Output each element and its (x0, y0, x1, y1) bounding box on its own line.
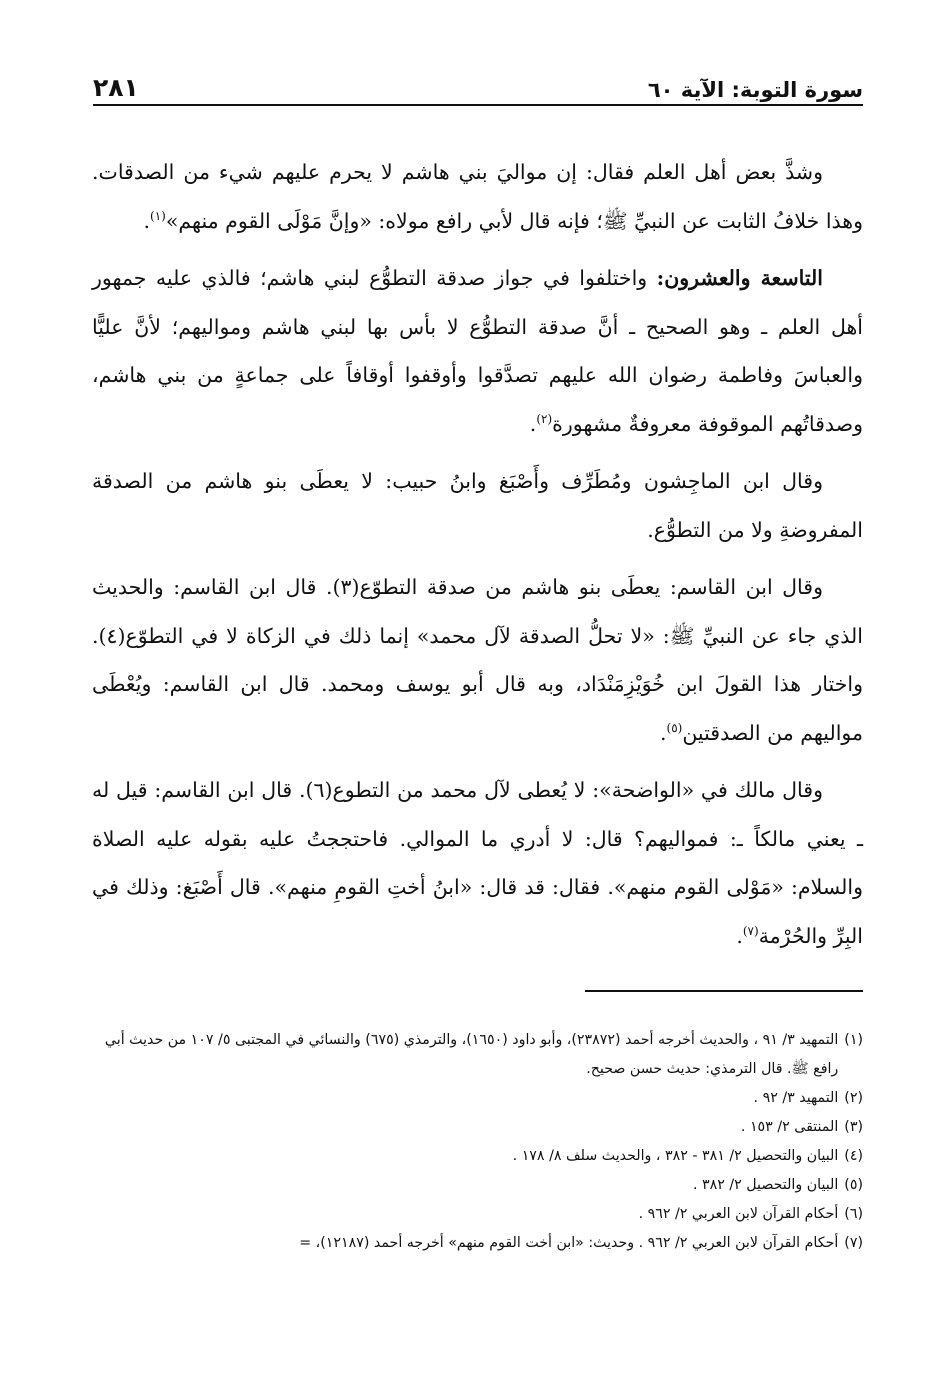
paragraph (92, 457, 863, 554)
paragraph-text: وقال ابن القاسم: يعطَى بنو هاشم من صدقة التطوّع(٣). قال ابن القاسم: والحديث الذي جاء عن النبيِّ ﷺ: «لا تحلُّ الصدقة لآل محمد» إنما ذلك في الزكاة لا في التطوّع(٤). واختار هذا القولَ ابن خُوَيْزِمَنْدَاد، وبه قال أبو يوسف ومحمد. قال ابن القاسم: ويُعْطَى مواليهم من الصدقتين (92, 575, 863, 745)
footnote (85, 1113, 863, 1142)
paragraph-text: واختلفوا في جواز صدقة التطوُّع لبني هاشم؛ فالذي عليه جمهور أهل العلم ـ وهو الصحيح ـ أنَّ صدقة التطوُّع لا بأس بها لبني هاشم ومواليهم؛ لأنَّ عليًّا والعباسَ وفاطمة رضوان الله عليهم تصدَّقوا وأوقفوا أوقافاً على جماعةٍ من بني هاشم، وصدقاتُهم الموقوفة معروفةٌ مشهورة (92, 266, 863, 436)
footnote-ref: (٧) (742, 923, 759, 938)
footnote-number: (١) (844, 1032, 863, 1048)
paragraph-text: وشذَّ بعض أهل العلم فقال: إن مواليَ بني هاشم لا يحرم عليهم شيء من الصدقات. وهذا خلافُ الثابت عن النبيِّ ﷺ؛ فإنه قال لأبي رافع مولاه: «وإنَّ مَوْلَى القوم منهم» (92, 160, 863, 233)
paragraph (92, 148, 863, 245)
paragraph-tail: . (736, 923, 743, 948)
footnote (85, 1026, 863, 1084)
footnote-number: (٥) (844, 1177, 863, 1193)
footnote-text: البيان والتحصيل ٢/ ٣٨١ - ٣٨٢ ، والحديث سلف ٨/ ١٧٨ . (512, 1148, 839, 1164)
chapter-title: سورة التوبة: الآية ٦٠ (647, 78, 863, 102)
paragraph (92, 766, 863, 960)
footnote-text: التمهيد ٣/ ٩٢ . (753, 1090, 839, 1106)
main-text (92, 148, 863, 969)
footnote (85, 1171, 863, 1200)
footnote-text: التمهيد ٣/ ٩١ ، والحديث أخرجه أحمد (٢٣٨٧٢)، وأبو داود (١٦٥٠)، والترمذي (٦٧٥) والنسائي في المجتبى ٥/ ١٠٧ من حديث أبي رافع ﷺ. قال الترمذي: حديث حسن صحيح. (104, 1032, 839, 1077)
paragraph-text: وقال مالك في «الواضحة»: لا يُعطى لآل محمد من التطوع(٦). قال ابن القاسم: قيل له ـ يعني مالكاً ـ: فمواليهم؟ قال: لا أدري ما الموالي. فاحتججتُ عليه بقوله عليه الصلاة والسلام: «مَوْلى القوم منهم». فقال: قد قال: «ابنُ أختِ القومِ منهم». قال أَصْبَغ: وذلك في البِرِّ والحُرْمة (92, 778, 863, 948)
footnote (85, 1229, 863, 1258)
footnote-ref: (٥) (666, 720, 683, 735)
footnote-number: (٢) (844, 1090, 863, 1106)
footnote-number: (٧) (844, 1235, 863, 1251)
footnote-text: البيان والتحصيل ٢/ ٣٨٢ . (692, 1177, 839, 1193)
paragraph-lead: التاسعة والعشرون: (656, 266, 824, 290)
footnote (85, 1142, 863, 1171)
footnote-number: (٣) (844, 1119, 863, 1135)
paragraph-tail: . (143, 208, 151, 233)
paragraph (92, 563, 863, 757)
footnote-number: (٤) (844, 1148, 863, 1164)
paragraph-text: وقال ابن الماجِشون ومُطَرِّف وأَصْبَغ وابنُ حبيب: لا يعطَى بنو هاشم من الصدقة المفروضةِ ولا من التطوُّع. (92, 469, 863, 542)
footnote-number: (٦) (844, 1206, 863, 1222)
paragraph (92, 254, 863, 448)
page-header (93, 62, 863, 106)
footnote-separator (585, 990, 863, 992)
paragraph-tail: . (659, 720, 667, 745)
footnote (85, 1200, 863, 1229)
paragraph-tail: . (529, 411, 537, 436)
footnote-text: أحكام القرآن لابن العربي ٢/ ٩٦٢ . (638, 1206, 839, 1222)
footnote-text: أحكام القرآن لابن العربي ٢/ ٩٦٢ . وحديث: «ابن أخت القوم منهم» أخرجه أحمد (١٢١٨٧)، = (299, 1235, 839, 1251)
footnote-ref: (٢) (536, 411, 553, 426)
footnote-ref: (١) (150, 208, 166, 223)
page-number: ٢٨١ (93, 73, 139, 102)
footnote-text: المنتقى ٢/ ١٥٣ . (740, 1119, 839, 1135)
footnote (85, 1084, 863, 1113)
footnotes (85, 1026, 863, 1258)
